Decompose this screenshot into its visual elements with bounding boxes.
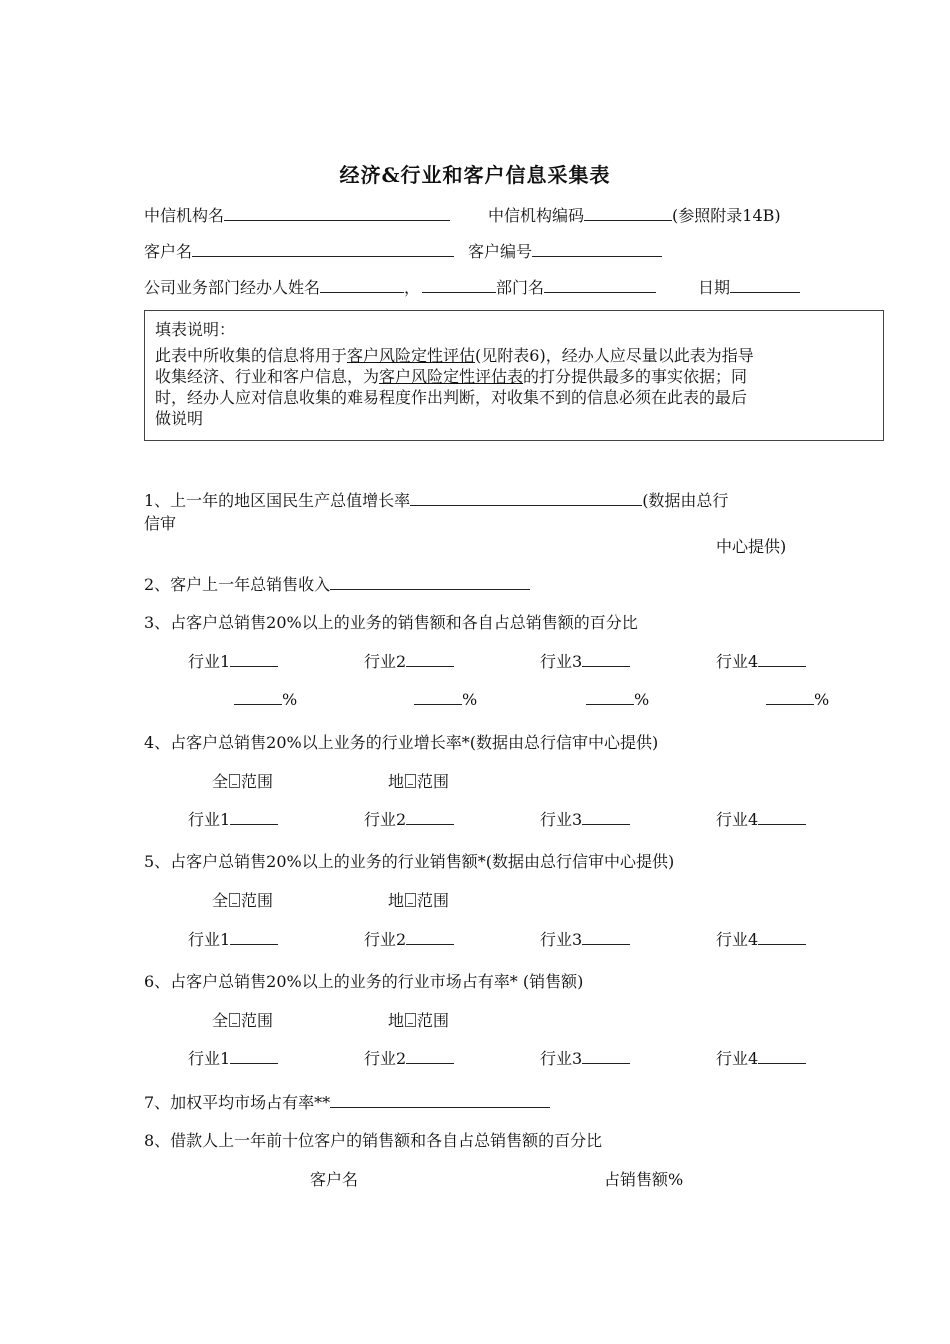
instructions-box	[144, 310, 884, 441]
q3-industry-1: 行业1	[188, 652, 278, 671]
date-label: 日期	[698, 278, 731, 297]
q3-percent-3: %	[586, 690, 649, 709]
question-6: 6、占客户总销售20%以上的业务的行业市场占有率* (销售额)	[144, 972, 584, 991]
q4-scope-local: 地 范围	[388, 772, 450, 791]
customer-name-field[interactable]	[192, 242, 454, 257]
q6-industry-1: 行业1	[188, 1049, 278, 1068]
org-code-row	[488, 206, 781, 225]
missing-glyph-icon	[405, 893, 416, 907]
dept-label: 部门名	[496, 278, 545, 297]
q6-scope-national: 全 范围	[212, 1011, 274, 1030]
q4-industry-4: 行业4	[716, 810, 806, 829]
org-name-row	[144, 206, 450, 225]
q6-industry-2: 行业2	[364, 1049, 454, 1068]
question-2: 2、客户上一年总销售收入	[144, 575, 530, 594]
org-code-label: 中信机构编码	[488, 206, 585, 225]
q7-field[interactable]	[330, 1093, 550, 1108]
q5-industry-3: 行业3	[540, 930, 630, 949]
customer-name-row	[144, 242, 454, 261]
question-1: 1、上一年的地区国民生产总值增长率 (数据由总行	[144, 491, 729, 510]
org-name-field[interactable]	[224, 206, 450, 221]
customer-no-row	[468, 242, 662, 261]
page-title: 经济&行业和客户信息采集表	[339, 163, 611, 187]
missing-glyph-icon	[229, 774, 240, 788]
q4-scope-national: 全 范围	[212, 772, 274, 791]
date-field[interactable]	[730, 278, 800, 293]
instructions-line-3: 时，经办人应对信息收集的难易程度作出判断，对收集不到的信息必须在此表的最后	[155, 388, 748, 407]
q3-industry-2: 行业2	[364, 652, 454, 671]
risk-assessment-form-link[interactable]: 客户风险定性评估表	[379, 367, 524, 386]
handler-name-field[interactable]	[320, 278, 404, 293]
q3-industry-4: 行业4	[716, 652, 806, 671]
q8-column-share: 占销售额%	[604, 1170, 684, 1189]
q5-scope-national: 全 范围	[212, 891, 274, 910]
handler-name2-field[interactable]	[422, 278, 496, 293]
q4-industry-2: 行业2	[364, 810, 454, 829]
customer-no-label: 客户编号	[468, 242, 533, 261]
q5-industry-4: 行业4	[716, 930, 806, 949]
q4-industry-1: 行业1	[188, 810, 278, 829]
q5-industry-1: 行业1	[188, 930, 278, 949]
question-4: 4、占客户总销售20%以上业务的行业增长率*(数据由总行信审中心提供)	[144, 733, 659, 752]
question-5: 5、占客户总销售20%以上的业务的行业销售额*(数据由总行信审中心提供)	[144, 852, 675, 871]
missing-glyph-icon	[229, 893, 240, 907]
q1-note-c: 中心提供)	[716, 537, 787, 556]
missing-glyph-icon	[405, 1013, 416, 1027]
q3-percent-2: %	[414, 690, 477, 709]
q5-industry-2: 行业2	[364, 930, 454, 949]
handler-label: 公司业务部门经办人姓名	[144, 278, 321, 297]
org-code-note: (参照附录14B)	[672, 206, 781, 225]
instructions-line-1: 此表中所收集的信息将用于客户风险定性评估(见附表6)，经办人应尽量以此表为指导	[155, 346, 754, 365]
q6-scope-local: 地 范围	[388, 1011, 450, 1030]
customer-name-label: 客户名	[144, 242, 193, 261]
question-8: 8、借款人上一年前十位客户的销售额和各自占总销售额的百分比	[144, 1131, 603, 1150]
q4-industry-3: 行业3	[540, 810, 630, 829]
org-code-field[interactable]	[584, 206, 672, 221]
customer-no-field[interactable]	[532, 242, 662, 257]
handler-row	[144, 278, 656, 297]
q8-column-customer: 客户名	[310, 1170, 359, 1189]
instructions-heading: 填表说明：	[155, 320, 236, 339]
q1-field[interactable]	[410, 491, 642, 506]
q6-industry-3: 行业3	[540, 1049, 630, 1068]
dept-field[interactable]	[544, 278, 656, 293]
date-row	[698, 278, 800, 297]
org-name-label: 中信机构名	[144, 206, 225, 225]
q3-industry-3: 行业3	[540, 652, 630, 671]
question-3: 3、占客户总销售20%以上的业务的销售额和各自占总销售额的百分比	[144, 613, 638, 632]
comma: ，	[404, 278, 421, 297]
q1-note-b: 信审	[144, 514, 177, 533]
risk-assessment-link[interactable]: 客户风险定性评估	[347, 346, 476, 365]
q2-field[interactable]	[330, 575, 530, 590]
q5-scope-local: 地 范围	[388, 891, 450, 910]
missing-glyph-icon	[405, 774, 416, 788]
instructions-line-4: 做说明	[155, 409, 204, 428]
q3-percent-1: %	[234, 690, 297, 709]
instructions-line-2: 收集经济、行业和客户信息，为客户风险定性评估表的打分提供最多的事实依据；同	[155, 367, 748, 386]
q6-industry-4: 行业4	[716, 1049, 806, 1068]
question-7: 7、加权平均市场占有率**	[144, 1093, 550, 1112]
q3-percent-4: %	[766, 690, 829, 709]
missing-glyph-icon	[229, 1013, 240, 1027]
